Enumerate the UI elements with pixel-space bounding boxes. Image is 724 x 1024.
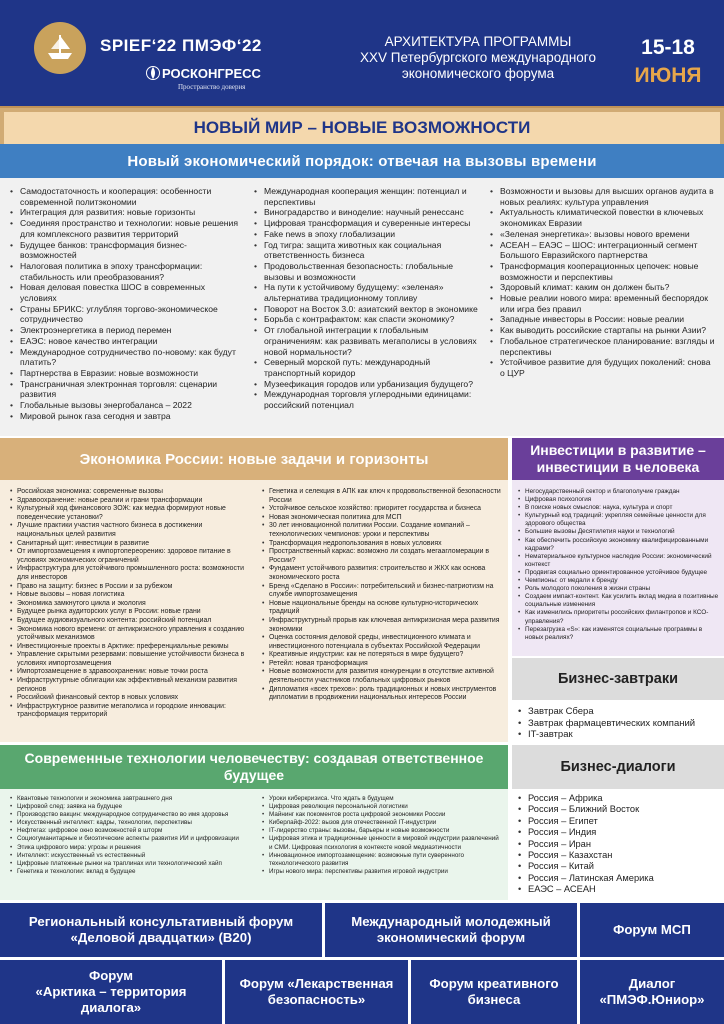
list-item: • Завтрак фармацевтических компаний	[518, 718, 720, 730]
list-item: • ЕАЭС: новое качество интеграции	[10, 336, 238, 347]
list-item: • «Зеленая энергетика»: вызовы нового времени	[490, 229, 716, 240]
forum-arctic	[0, 960, 222, 1024]
logo-text: SPIEF‘22 ПМЭФ‘22	[100, 36, 262, 55]
forum-creative-line: бизнеса	[467, 992, 521, 1007]
list-item: • Новые возможности для развития конкуренции в отсутствие активной деятельности участников глобальных цифровых рынков	[262, 668, 502, 685]
list-item: • Соединяя пространство и технологии: новые решения для комплексного развития территорий	[10, 218, 238, 239]
list-item: • Роль молодого поколения в жизни страны	[518, 585, 720, 593]
section2-body	[0, 480, 508, 742]
section1-col2	[254, 186, 478, 411]
list-item: • Негосударственный сектор и благополучие граждан	[518, 488, 720, 496]
list-item: • На пути к устойчивому будущему: «зеленая» альтернатива традиционному топливу	[254, 282, 478, 303]
list-item: • Квантовые технологии и экономика завтрашнего дня	[10, 795, 250, 803]
program-title	[340, 34, 616, 82]
forum-b20	[0, 903, 322, 957]
forum-creative-line: Форум креативного	[429, 976, 559, 991]
list-item: • Цифровые платежные рынки на траплинах или технологический хайп	[10, 860, 250, 868]
list-item: • Этика цифрового мира: угрозы и решения	[10, 844, 250, 852]
list-item: • Россия – Ближний Восток	[518, 804, 720, 815]
program-title-line: экономического форума	[401, 66, 555, 81]
forum-drug-safety	[225, 960, 408, 1024]
dialogues-list	[518, 793, 720, 896]
program-title-line: АРХИТЕКТУРА ПРОГРАММЫ	[384, 34, 572, 49]
list-item: • Как выводить российские стартапы на рынки Азии?	[490, 325, 716, 336]
section2-title: Экономика России: новые задачи и горизонты	[0, 438, 508, 480]
section1-title: Новый экономический порядок: отвечая на вызовы времени	[0, 144, 724, 178]
list-item: • Новые вызовы – новая логистика	[10, 591, 250, 600]
forum-msp-label: Форум МСП	[613, 922, 691, 937]
list-item: • Интеграция для развития: новые горизонты	[10, 207, 238, 218]
list-item: • Цифровая революция персональной логистики	[262, 803, 502, 811]
list-item: • Майнинг как покоментов роста цифровой экономики России	[262, 811, 502, 819]
list-item: • Культурный ход финансового ЗОЖ: как медиа формируют новые поведенческие установки?	[10, 505, 250, 522]
forum-arctic-line: «Арктика – территория	[35, 984, 187, 999]
list-item: • Российский финансовый сектор в новых условиях	[10, 694, 250, 703]
list-item: • Международное сотрудничество по-новому: как будут платить?	[10, 347, 238, 368]
list-item: • Новые национальные бренды на основе культурно-исторических традиций	[262, 600, 502, 617]
list-item: • Искусственный интеллект: кадры, технологии, перспективы	[10, 819, 250, 827]
list-item: • Перезагрузка «S»: как изменятся социальные программы в новых реалиях?	[518, 626, 720, 642]
list-item: • Новая экономическая политика для МСП	[262, 514, 502, 523]
investments-list	[518, 488, 720, 642]
list-item: • АСЕАН – ЕАЭС – ШОС: интеграционный сегмент Большого Евразийского партнерства	[490, 240, 716, 261]
section3-title-line: Современные технологии человечеству: создавая ответственное	[24, 750, 484, 766]
dialogues-title: Бизнес-диалоги	[512, 745, 724, 789]
forum-youth	[325, 903, 577, 957]
investments-title-line: инвестиции в человека	[536, 459, 700, 475]
list-item: • Чемпионы: от медали к бренду	[518, 577, 720, 585]
investments-title	[512, 438, 724, 480]
list-item: • Россия – Индия	[518, 827, 720, 838]
list-item: • Музеефикация городов или урбанизация будущего?	[254, 379, 478, 390]
list-item: • Глобальное стратегическое планирование: взгляды и перспективы	[490, 336, 716, 357]
list-item: • Импортозамещение в здравоохранении: новые точки роста	[10, 668, 250, 677]
event-month: ИЮНЯ	[634, 64, 702, 87]
list-item: • Устойчивое развитие для будущих поколений: снова о ЦУР	[490, 357, 716, 378]
forum-junior-line: «ПМЭФ.Юниор»	[599, 992, 705, 1007]
list-item: • Международная торговля углеродными единицами: российский потенциал	[254, 389, 478, 410]
list-item: • Россия – Африка	[518, 793, 720, 804]
theme-title: НОВЫЙ МИР – НОВЫЕ ВОЗМОЖНОСТИ	[4, 112, 720, 144]
forum-arctic-line: диалога»	[80, 1000, 142, 1015]
list-item: • Уроки киберкризиса. Что ждать в будущем	[262, 795, 502, 803]
section3-col1	[10, 795, 250, 876]
list-item: • Трансформация недропользования в новых условиях	[262, 540, 502, 549]
forum-youth-line: Международный молодежный	[351, 914, 551, 929]
list-item: • Россия – Китай	[518, 861, 720, 872]
breakfasts-title: Бизнес-завтраки	[512, 658, 724, 700]
list-item: • Актуальность климатической повестки в ключевых экономиках Евразии	[490, 207, 716, 228]
list-item: • Цифровой след: заявка на будущее	[10, 803, 250, 811]
list-item: • Трансформация кооперационных цепочек: новые возможности и перспективы	[490, 261, 716, 282]
list-item: • 30 лет инновационной политики России. Создание компаний – технологических чемпионов: уроки и перспективы	[262, 522, 502, 539]
breakfasts-body	[512, 700, 724, 742]
list-item: • Страны БРИКС: углубляя торгово-экономическое сотрудничество	[10, 304, 238, 325]
list-item: • От глобальной интеграции к глобальным ограничениям: как развивать мегаполисы в условиях новой нормальности?	[254, 325, 478, 357]
list-item: • Российская экономика: современные вызовы	[10, 488, 250, 497]
section3-title-line: будущее	[223, 767, 285, 783]
theme-banner	[0, 106, 724, 144]
list-item: • Инновационное импортозамещение: возможные пути суверенного технологического развития	[262, 852, 502, 868]
ship-icon	[43, 31, 77, 65]
forum-drug-safety-line: безопасность»	[267, 992, 366, 1007]
list-item: • В поиске новых смыслов: наука, культура и спорт	[518, 504, 720, 512]
list-item: • Глобальные вызовы энергобаланса – 2022	[10, 400, 238, 411]
list-item: • Оценка состояния деловой среды, инвестиционного климата и инвестиционного потенциала в субъектах Российской Федерации	[262, 634, 502, 651]
list-item: • Устойчивое сельское хозяйство: приоритет государства и бизнеса	[262, 505, 502, 514]
forum-b20-line: Региональный консультативный форум	[28, 914, 294, 929]
list-item: • Бренд «Сделано в России»: потребительский и бизнес-патриотизм на службе импортозамещения	[262, 583, 502, 600]
list-item: • Цифровая психология	[518, 496, 720, 504]
list-item: • Производство вакцин: международное сотрудничество во имя здоровья	[10, 811, 250, 819]
list-item: • Генетика и селекция в АПК как ключ к продовольственной безопасности России	[262, 488, 502, 505]
list-item: • Экономика замкнутого цикла и экология	[10, 600, 250, 609]
list-item: • Инфраструктурное развитие мегаполиса и городские инновации: трансформация территорий	[10, 703, 250, 720]
investments-body	[512, 480, 724, 656]
list-item: • Партнерства в Евразии: новые возможности	[10, 368, 238, 379]
list-item: • Продовольственная безопасность: глобальные вызовы и возможности	[254, 261, 478, 282]
list-item: • Экономика нового времени: от антикризисного управления к созданию устойчивых механизмов	[10, 626, 250, 643]
list-item: • Северный морской путь: международный транспортный коридор	[254, 357, 478, 378]
forum-msp	[580, 903, 724, 957]
forum-junior	[580, 960, 724, 1024]
list-item: • Электроэнергетика в период перемен	[10, 325, 238, 336]
forum-drug-safety-line: Форум «Лекарственная	[239, 976, 394, 991]
list-item: • Управление скрытыми резервами: повышение устойчивости бизнеса в условиях импортозамещения	[10, 651, 250, 668]
list-item: • Право на защиту: бизнес в России и за рубежом	[10, 583, 250, 592]
forum-arctic-line: Форум	[88, 968, 134, 983]
list-item: • Западные инвесторы в России: новые реалии	[490, 314, 716, 325]
list-item: • Россия – Иран	[518, 839, 720, 850]
list-item: • ЕАЭС – АСЕАН	[518, 884, 720, 895]
list-item: • Генетика и технологии: вклад в будущее	[10, 868, 250, 876]
list-item: • Инвестиционные проекты в Арктике: преференциальные режимы	[10, 643, 250, 652]
list-item: • Россия – Египет	[518, 816, 720, 827]
forum-creative	[411, 960, 577, 1024]
list-item: • Культурный код традиций: укрепляя семейные ценности для здорового общества	[518, 512, 720, 528]
section2-col2	[262, 488, 502, 703]
list-item: • Продвигая социально ориентированное устойчивое будущее	[518, 569, 720, 577]
list-item: • Возможности и вызовы для высших органов аудита в новых реалиях: культура управления	[490, 186, 716, 207]
list-item: • Новая деловая повестка ШОС в современных условиях	[10, 282, 238, 303]
list-item: • Налоговая политика в эпоху трансформации: стабильность или преобразования?	[10, 261, 238, 282]
list-item: • Игры нового мира: перспективы развития игровой индустрии	[262, 868, 502, 876]
list-item: • Креативные индустрии: как не потеряться в мире будущего?	[262, 651, 502, 660]
list-item: • От импортозамещения к импортопереорению: здоровое питание в условиях экономических ограничений	[10, 548, 250, 565]
roscongress-logo-icon	[146, 66, 160, 80]
list-item: • Россия – Латинская Америка	[518, 873, 720, 884]
list-item: • Самодостаточность и кооперация: особенности современной политэкономии	[10, 186, 238, 207]
section3-title	[0, 745, 508, 789]
list-item: • Создаем импакт-контент. Как усилить вклад медиа в позитивные социальные изменения	[518, 593, 720, 609]
list-item: • Санитарный щит: инвестиции в развитие	[10, 540, 250, 549]
list-item: • Будущее рынка аудиторских услуг в России: новые грани	[10, 608, 250, 617]
list-item: • Новые реалии нового мира: временный беспорядок или игра без правил	[490, 293, 716, 314]
section3-col2	[262, 795, 502, 876]
event-dates: 15-18	[641, 36, 695, 59]
list-item: • Трансграничная электронная торговля: сценарии развития	[10, 379, 238, 400]
list-item: • Здоровый климат: каким он должен быть?	[490, 282, 716, 293]
list-item: • Нефтегаз: цифровое окно возможностей в шторм	[10, 827, 250, 835]
list-item: • Цифровая трансформация и суверенные интересы	[254, 218, 478, 229]
breakfasts-list	[518, 706, 720, 741]
forum-b20-line: «Деловой двадцатки» (B20)	[70, 930, 252, 945]
list-item: • Завтрак Сбера	[518, 706, 720, 718]
spief-emblem-icon	[34, 22, 86, 74]
list-item: • Ретейл: новая трансформация	[262, 660, 502, 669]
list-item: • Киберлайф-2022: вызов для отечественной IT-индустрии	[262, 819, 502, 827]
list-item: • Инфраструктурные облигации как эффективный механизм развития регионов	[10, 677, 250, 694]
list-item: • Борьба с контрафактом: как спасти экономику?	[254, 314, 478, 325]
list-item: • Поворот на Восток 3.0: азиатский вектор в экономике	[254, 304, 478, 315]
section1-col3	[490, 186, 716, 379]
list-item: • Как изменились приоритеты российских филантропов и КСО-управления?	[518, 609, 720, 625]
list-item: • Интеллект: искусственный vs естественный	[10, 852, 250, 860]
list-item: • Инфраструктура для устойчивого промышленного роста: возможности для инвесторов	[10, 565, 250, 582]
investments-title-line: Инвестиции в развитие –	[530, 442, 706, 458]
section1-col1	[10, 186, 238, 421]
forum-youth-line: экономический форум	[376, 930, 526, 945]
list-item: • Лучшие практики участия частного бизнеса в достижении национальных целей развития	[10, 522, 250, 539]
dialogues-body	[512, 789, 724, 900]
list-item: • Социогуманитарные и биоэтические аспекты развития ИИ и цифровизации	[10, 835, 250, 843]
list-item: • Виноградарство и виноделие: научный ренессанс	[254, 207, 478, 218]
section2-col1	[10, 488, 250, 720]
list-item: • Будущее банков: трансформация бизнес-возможностей	[10, 240, 238, 261]
section1-body	[0, 178, 724, 436]
section3-body	[0, 789, 508, 900]
org-tagline: Пространство доверия	[178, 83, 246, 91]
list-item: • Пространственный каркас: возможно ли создать мегаагломерации в России?	[262, 548, 502, 565]
list-item: • Россия – Казахстан	[518, 850, 720, 861]
list-item: • Fake news в эпоху глобализации	[254, 229, 478, 240]
list-item: • Будущее аудиовизуального контента: российский потенциал	[10, 617, 250, 626]
forum-junior-line: Диалог	[628, 976, 676, 991]
list-item: • Как обеспечить российскую экономику квалифицированными кадрами?	[518, 537, 720, 553]
list-item: • IT-лидерство страны: вызовы, барьеры и новые возможности	[262, 827, 502, 835]
list-item: • Нематериальное культурное наследие России: экономический контекст	[518, 553, 720, 569]
list-item: • Год тигра: защита животных как социальная ответственность бизнеса	[254, 240, 478, 261]
list-item: • Цифровая этика и традиционные ценности в мировой индустрии развлечений и СМИ. Цифровая психология в контексте новой медиаэтичности	[262, 835, 502, 851]
list-item: • Большие вызовы Десятилетия науки и технологий	[518, 528, 720, 536]
program-title-line: XXV Петербургского международного	[360, 50, 596, 65]
list-item: • Инфраструктурный прорыв как ключевая антикризисная мера развития экономики	[262, 617, 502, 634]
list-item: • Здравоохранение: новые реалии и грани трансформации	[10, 497, 250, 506]
list-item: • Мировой рынок газа сегодня и завтра	[10, 411, 238, 422]
list-item: • Дипломатия «всех трехов»: роль традиционных и новых инструментов дипломатии в продвижении национальных интересов России	[262, 686, 502, 703]
org-name: РОСКОНГРЕСС	[162, 66, 261, 81]
list-item: • Международная кооперация женщин: потенциал и перспективы	[254, 186, 478, 207]
list-item: • Фундамент устойчивого развития: строительство и ЖКХ как основа экономического роста	[262, 565, 502, 582]
header	[0, 0, 724, 106]
list-item: • IT-завтрак	[518, 729, 720, 741]
